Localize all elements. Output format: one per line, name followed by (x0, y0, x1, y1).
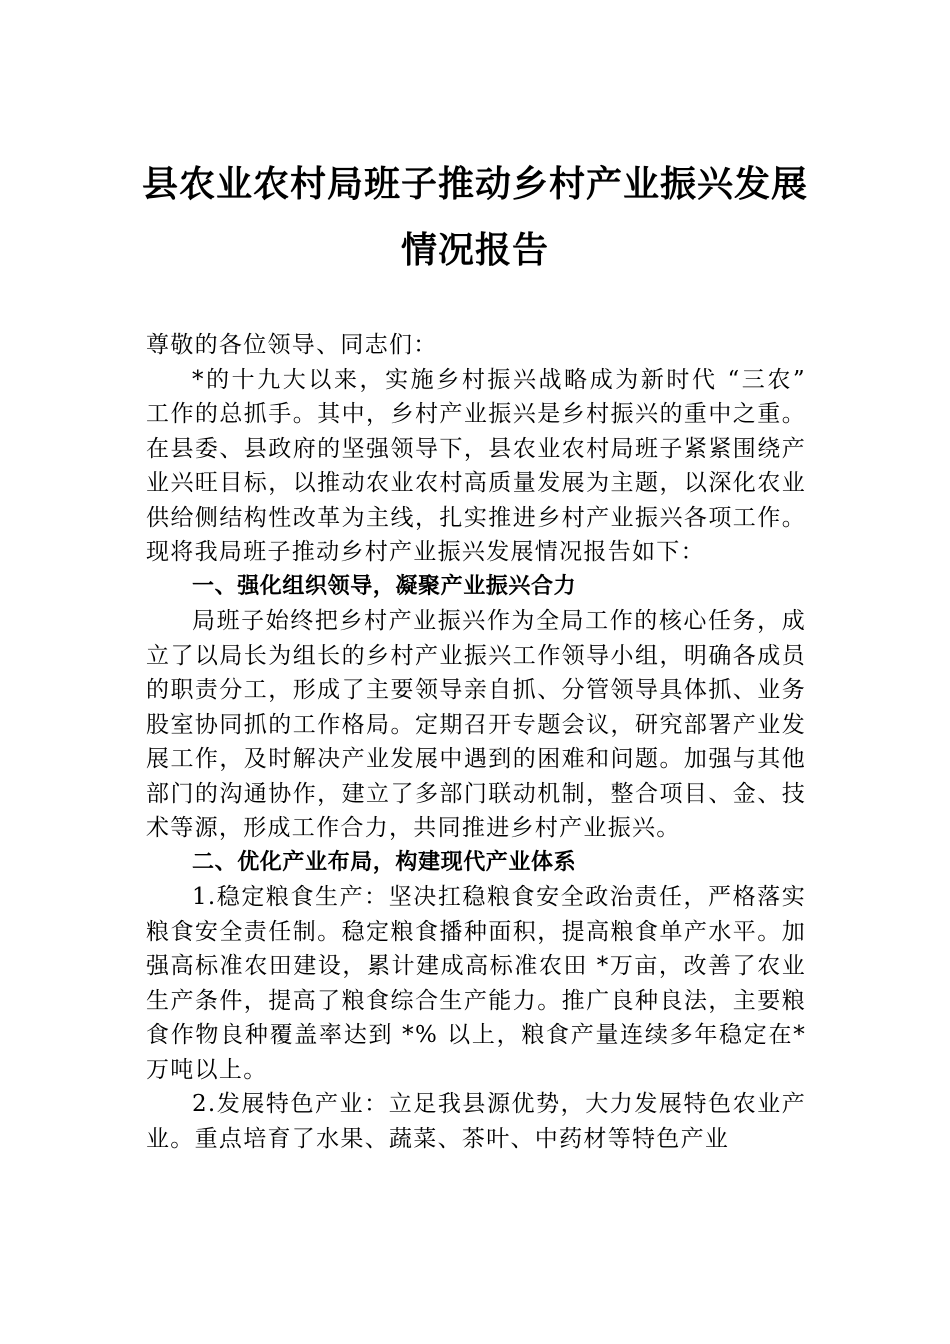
document-title-line-2: 情况报告 (400, 229, 549, 271)
document-body (146, 328, 806, 1156)
section-1-paragraph: 局班子始终把乡村产业振兴作为全局工作的核心任务，成立了以局长为组长的乡村产业振兴工作领导小组，明确各成员的职责分工，形成了主要领导亲自抓、分管领导具体抓、业务股室协同抓的工作格局。定期召开专题会议，研究部署产业发展工作，及时解决产业发展中遇到的困难和问题。加强与其他部门的沟通协作，建立了多部门联动机制，整合项目、金、技术等源，形成工作合力，共同推进乡村产业振兴。 (146, 608, 806, 841)
section-1-heading: 一、强化组织领导，凝聚产业振兴合力 (192, 573, 577, 599)
section-2-item-2: 2.发展特色产业：立足我县源优势，大力发展特色农业产业。重点培育了水果、蔬菜、茶叶、中药材等特色产业 (146, 1091, 806, 1152)
intro-paragraph: *的十九大以来，实施乡村振兴战略成为新时代 “三农” 工作的总抓手。其中，乡村产业振兴是乡村振兴的重中之重。在县委、县政府的坚强领导下，县农业农村局班子紧紧围绕产业兴旺目标，以推动农业农村高质量发展为主题，以深化农业供给侧结构性改革为主线，扎实推进乡村产业振兴各项工作。现将我局班子推动乡村产业振兴发展情况报告如下： (146, 366, 806, 565)
salutation: 尊敬的各位领导、同志们： (146, 332, 438, 358)
section-2-item-1: 1.稳定粮食生产：坚决扛稳粮食安全政治责任，严格落实粮食安全责任制。稳定粮食播种面积，提高粮食单产水平。加强高标准农田建设，累计建成高标准农田 *万亩，改善了农业生产条件，提高了粮食综合生产能力。推广良种良法，主要粮食作物良种覆盖率达到 *% 以上，粮食产量连续多年稳定在*万吨以上。 (146, 884, 806, 1083)
document-title-line-1: 县农业农村局班子推动乡村产业振兴发展 (141, 163, 808, 205)
section-2-heading: 二、优化产业布局，构建现代产业体系 (192, 849, 577, 875)
